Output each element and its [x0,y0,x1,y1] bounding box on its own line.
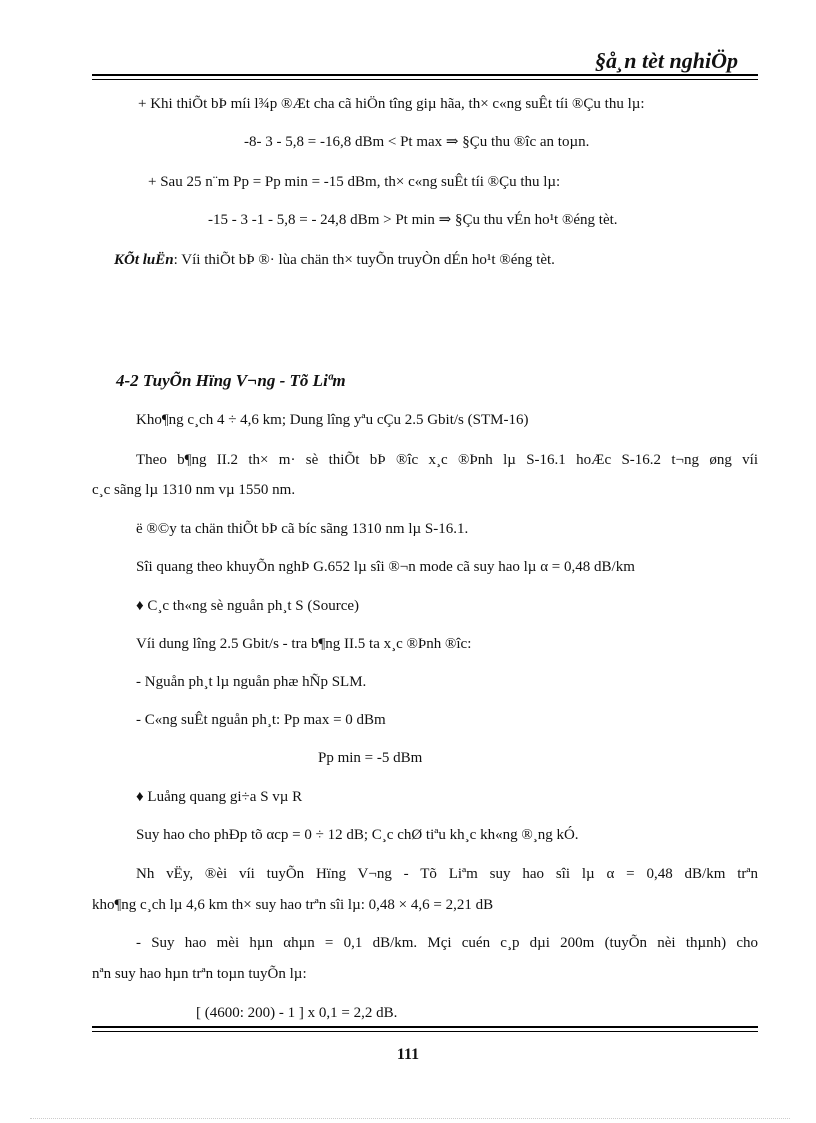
paragraph-line: kho¶ng c¸ch lµ 4,6 km th× suy hao trªn sîi lµ: 0,48 × 4,6 = 2,21 dB [92,897,494,913]
equation-line: [ (4600: 200) - 1 ] x 0,1 = 2,2 dB. [196,1005,398,1021]
paragraph-line: + Khi thiÕt bÞ míi l¾p ®Æt cha cã hiÖn tîng giµ hãa, th× c«ng suÊt tíi ®Çu thu lµ: [138,96,645,112]
paragraph-line: Suy hao cho phÐp tõ αcp = 0 ÷ 12 dB; C¸c chØ tiªu kh¸c kh«ng ®¸ng kÓ. [136,827,579,843]
section-heading: 4-2 TuyÕn Hïng V¬ng - Tõ Liªm [116,371,346,390]
paragraph-line: nªn suy hao hµn trªn toµn tuyÕn lµ: [92,966,307,982]
page-edge-dotted-line [30,1118,790,1119]
page-number: 111 [396,1046,420,1063]
header-rule-thin [92,79,758,80]
conclusion-label: KÕt luËn [114,252,174,268]
bullet-item: ♦ C¸c th«ng sè nguån ph¸t S (Source) [136,598,360,614]
paragraph-line: Kho¶ng c¸ch 4 ÷ 4,6 km; Dung lîng yªu cÇu 2.5 Gbit/s (STM-16) [136,412,529,428]
paragraph-line: Sîi quang theo khuyÕn nghÞ G.652 lµ sîi ®¬n mode cã suy hao lµ α = 0,48 dB/km [136,559,635,575]
footer-rule [92,1026,758,1028]
page-header-title: §å¸n tèt nghiÖp [594,48,738,73]
paragraph-line: c¸c sãng lµ 1310 nm vµ 1550 nm. [92,482,296,498]
equation-line: Pp min = -5 dBm [318,750,423,766]
equation-line: -8- 3 - 5,8 = -16,8 dBm < Pt max ⇒ §Çu thu ®îc an toµn. [244,134,590,150]
paragraph-line: - Suy hao mèi hµn αhµn = 0,1 dB/km. Mçi cuén c¸p dµi 200m (tuyÕn nèi thµnh) cho [136,935,758,951]
bullet-item: ♦ Luång quang gi÷a S vµ R [136,789,303,805]
paragraph-line: Nh vËy, ®èi víi tuyÕn Hïng V¬ng - Tõ Liªm suy hao sîi lµ α = 0,48 dB/km trªn [136,866,758,882]
conclusion-text: : Víi thiÕt bÞ ®· lùa chän th× tuyÕn truyÒn dÉn ho¹t ®éng tèt. [173,252,555,268]
header-rule [92,74,758,76]
paragraph-line: - C«ng suÊt nguån ph¸t: Pp max = 0 dBm [136,712,386,728]
equation-line: -15 - 3 -1 - 5,8 = - 24,8 dBm > Pt min ⇒ §Çu thu vÉn ho¹t ®éng tèt. [208,212,618,228]
paragraph-line: ë ®©y ta chän thiÕt bÞ cã bíc sãng 1310 nm lµ S-16.1. [136,521,469,537]
paragraph-line: Víi dung lîng 2.5 Gbit/s - tra b¶ng II.5 ta x¸c ®Þnh ®îc: [136,636,472,652]
paragraph-line: + Sau 25 n¨m Pp = Pp min = -15 dBm, th× c«ng suÊt tíi ®Çu thu lµ: [148,174,561,190]
paragraph-line: Theo b¶ng II.2 th× m· sè thiÕt bÞ ®îc x¸c ®Þnh lµ S-16.1 hoÆc S-16.2 t¬ng øng víi [136,452,758,468]
paragraph-line: - Nguån ph¸t lµ nguån phæ hÑp SLM. [136,674,367,690]
footer-rule-thin [92,1031,758,1032]
conclusion-line [114,251,555,270]
